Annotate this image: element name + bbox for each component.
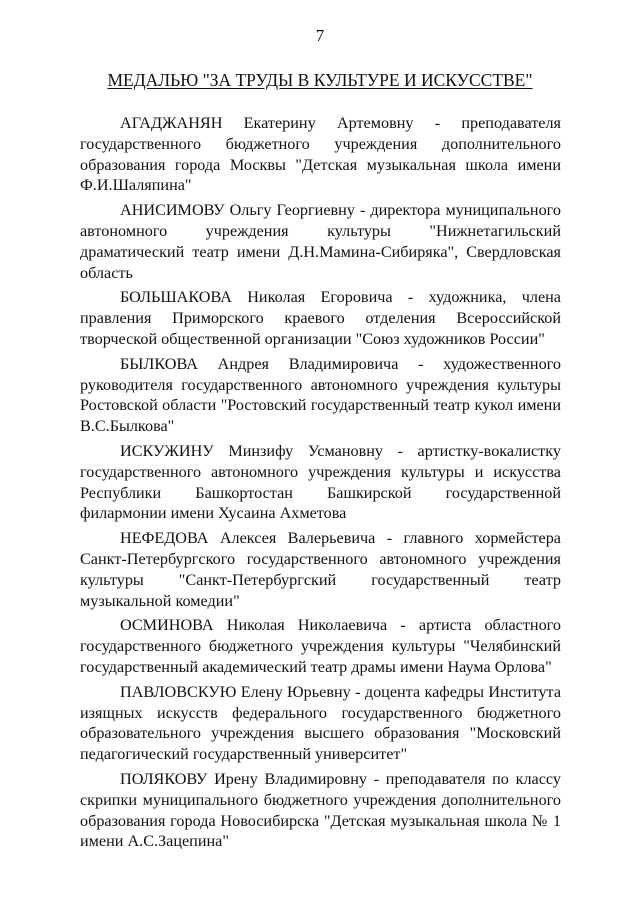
- award-entry: НЕФЕДОВА Алексея Валерьевича - главного хормейстера Санкт-Петербургского государственного автономного учреждения культуры "Санкт-Петербургский государственный театр музыкальной комедии": [80, 529, 561, 610]
- award-entry: БЫЛКОВА Андрея Владимировича - художественного руководителя государственного автономного учреждения культуры Ростовской области "Ростовский государственный театр кукол имени В.С.Былкова": [80, 354, 561, 436]
- award-entry: ИСКУЖИНУ Минзифу Усмановну - артистку-вокалистку государственного автономного учреждения культуры и искусства Республики Башкортостан Башкирской государственной филармонии имени Хусаина Ахметова: [80, 441, 561, 523]
- award-list: [80, 113, 561, 856]
- award-entry: АГАДЖАНЯН Екатерину Артемовну - преподавателя государственного бюджетного учреждения дополнительного образования города Москвы "Детская музыкальная школа имени Ф.И.Шаляпина": [80, 114, 561, 195]
- award-entry: ОСМИНОВА Николая Николаевича - артиста областного государственного бюджетного учреждения культуры "Челябинский государственный академический театр драмы имени Наума Орлова": [80, 616, 561, 676]
- award-entry: ПАВЛОВСКУЮ Елену Юрьевну - доцента кафедры Института изящных искусств федерального государственного бюджетного образовательного учреждения высшего образования "Московский педагогический государственный университет": [80, 682, 561, 764]
- award-entry: БОЛЬШАКОВА Николая Егоровича - художника, члена правления Приморского краевого отделения Всероссийской творческой общественной организации "Союз художников России": [80, 288, 561, 348]
- award-entry: ПОЛЯКОВУ Ирену Владимировну - преподавателя по классу скрипки муниципального бюджетного учреждения дополнительного образования города Новосибирска "Детская музыкальная школа № 1 имени А.С.Зацепина": [80, 769, 561, 851]
- award-entry: АНИСИМОВУ Ольгу Георгиевну - директора муниципального автономного учреждения культуры "Нижнетагильский драматический театр имени Д.Н.Мамина-Сибиряка", Свердловская область: [80, 201, 561, 282]
- section-heading: МЕДАЛЬЮ "ЗА ТРУДЫ В КУЛЬТУРЕ И ИСКУССТВЕ": [107, 70, 533, 90]
- page-number: 7: [315, 26, 325, 45]
